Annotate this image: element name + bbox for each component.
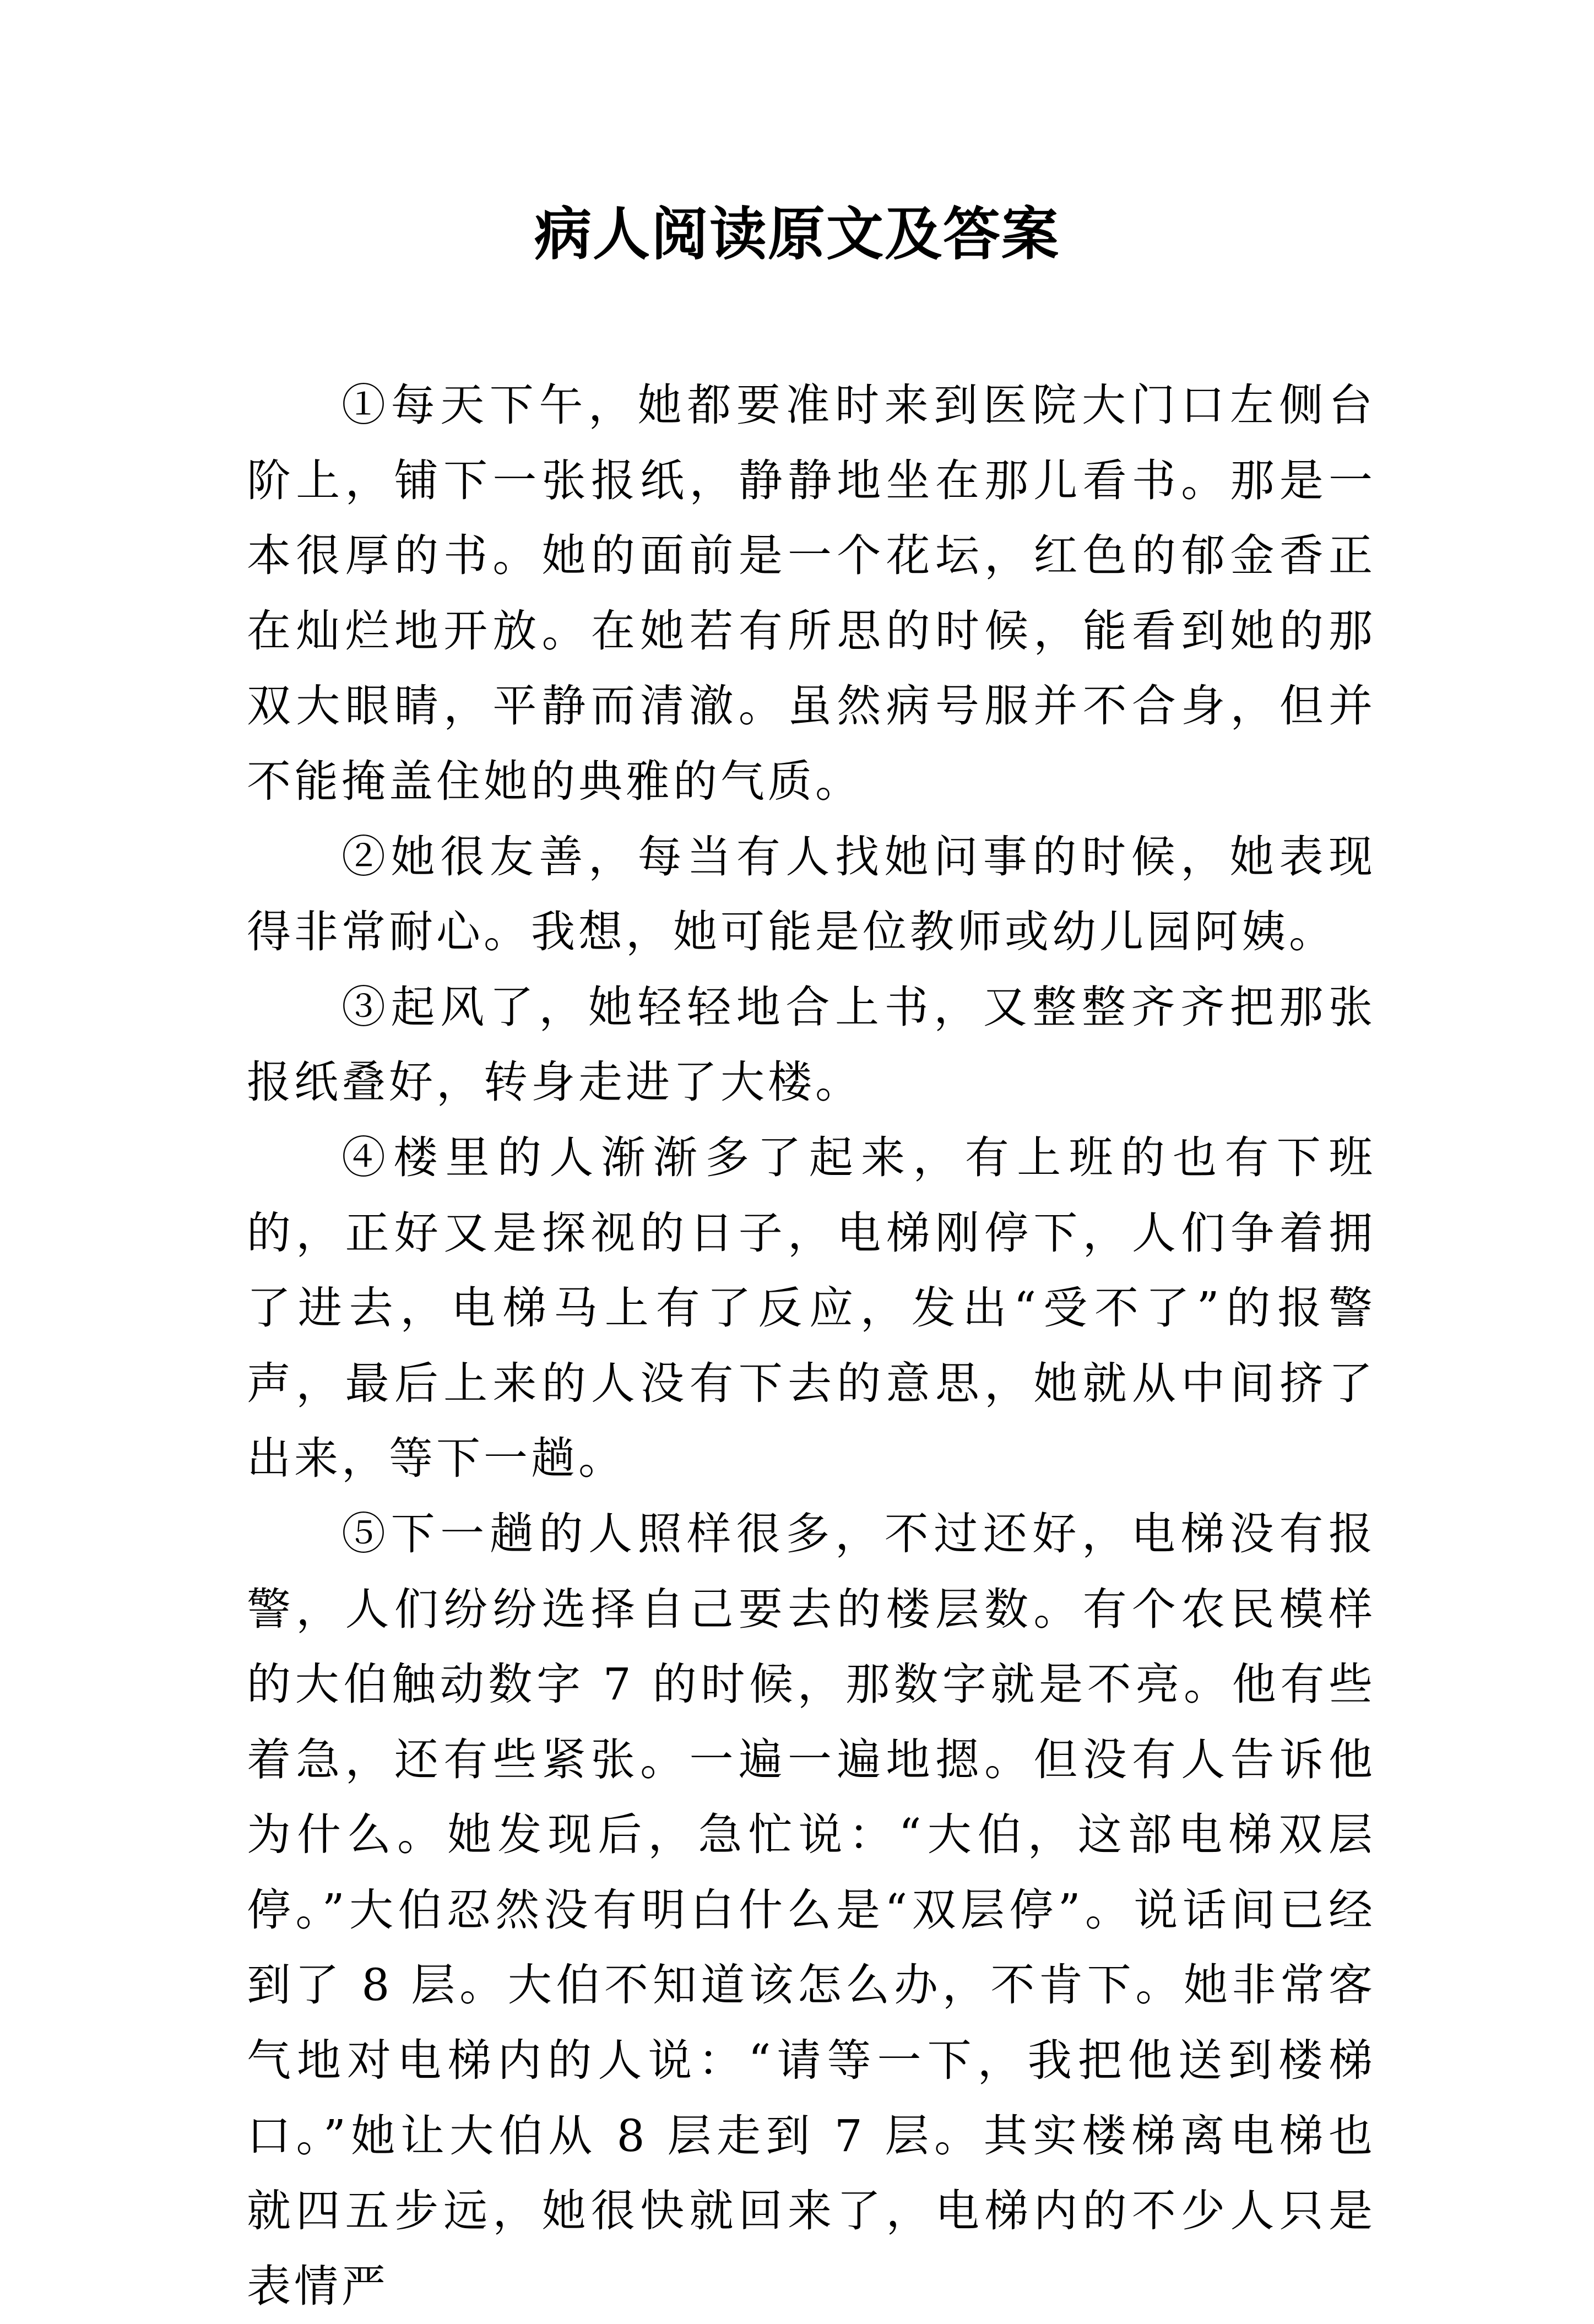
paragraph-5: ⑤下一趟的人照样很多，不过还好，电梯没有报警，人们纷纷选择自己要去的楼层数。有个农民模样的大伯触动数字 7 的时候，那数字就是不亮。他有些着急，还有些紧张。一遍一遍地摁。但没有人告诉他为什么。她发现后，急忙说：“大伯，这部电梯双层停。”大伯忍然没有明白什么是“双层停”。说话间已经到了 8 层。大伯不知道该怎么办，不肯下。她非常客气地对电梯内的人说：“请等一下，我把他送到楼梯口。”她让大伯从 8 层走到 7 层。其实楼梯离电梯也就四五步远，她很快就回来了，电梯内的不少人只是表情严 [247,1508,1376,2312]
article-body [247,368,1376,2324]
paragraph-1: ①每天下午，她都要准时来到医院大门口左侧台阶上，铺下一张报纸，静静地坐在那儿看书。那是一本很厚的书。她的面前是一个花坛，红色的郁金香正在灿烂地开放。在她若有所思的时候，能看到她的那双大眼睛，平静而清澈。虽然病号服并不合身，但并不能掩盖住她的典雅的气质。 [247,380,1376,807]
paragraph-4: ④楼里的人渐渐多了起来，有上班的也有下班的，正好又是探视的日子，电梯刚停下，人们争着拥了进去，电梯马上有了反应，发出“受不了”的报警声，最后上来的人没有下去的意思，她就从中间挤了出来，等下一趟。 [247,1131,1376,1485]
paragraph-3: ③起风了，她轻轻地合上书，又整整齐齐把那张报纸叠好，转身走进了大楼。 [247,981,1376,1108]
document-title: 病人阅读原文及答案 [534,200,1060,268]
paragraph-2: ②她很友善，每当有人找她问事的时候，她表现得非常耐心。我想，她可能是位教师或幼儿园阿姨。 [247,831,1376,958]
